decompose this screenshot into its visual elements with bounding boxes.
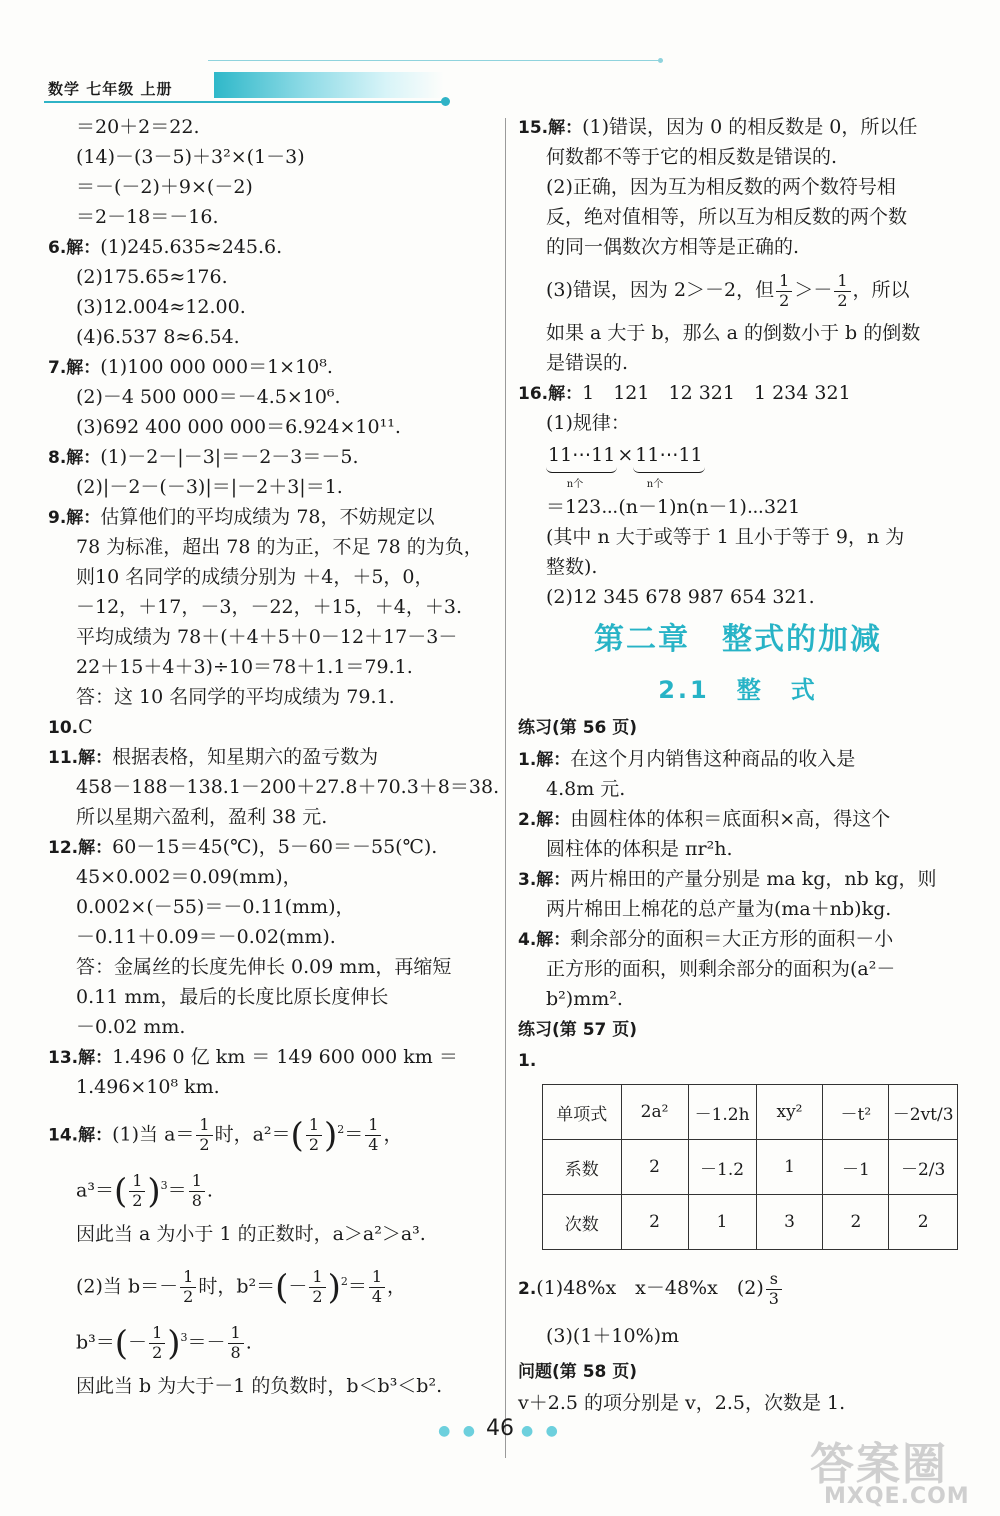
header-title: 数学 七年级 上册: [48, 80, 173, 98]
answer-line: [48, 922, 498, 952]
answer-line: [518, 142, 958, 172]
q14-line-6: 因此当 b 为大于－1 的负数时，b＜b³＜b².: [76, 1375, 443, 1397]
watermark: [810, 1428, 990, 1508]
table-row-header: 次数: [543, 1195, 622, 1250]
answer-line: [48, 322, 498, 352]
table-row-header: 系数: [543, 1140, 622, 1195]
answer-text: 平均成绩为 78＋(＋4＋5＋0－12＋17－3－: [76, 626, 458, 648]
answer-text: 60－15＝45(℃)，5－60＝－55(℃).: [112, 836, 438, 858]
answer-line: [48, 172, 498, 202]
fraction-half: $\frac{1}{2}$: [309, 1268, 325, 1306]
answer-line: [518, 318, 958, 348]
answer-line: [518, 232, 958, 262]
answer-line: [48, 1012, 498, 1042]
answer-text: 458－188－138.1－200＋27.8＋70.3＋8＝38.: [76, 776, 500, 798]
q14-line-2: a³＝( $\frac{1}{2}$ )$^3$＝ $\frac{1}{8}$ .: [76, 1171, 213, 1212]
q2-text: (1)48%x x－48%x (2): [536, 1277, 764, 1299]
answer-line: [518, 202, 958, 232]
answer-line: [518, 804, 958, 834]
page-header: [0, 0, 1000, 110]
fraction-half: $\frac{1}{2}$: [834, 272, 850, 310]
answer-line: [48, 892, 498, 922]
question-label: 12.解：: [48, 838, 113, 858]
answer-text: 0.11 mm，最后的长度比原长度伸长: [76, 986, 389, 1008]
answer-line: [48, 262, 498, 292]
fraction-half: $\frac{1}{2}$: [129, 1172, 145, 1210]
table-cell: 2: [621, 1140, 688, 1195]
question-label: 15.解：: [518, 118, 583, 138]
n-note-a: n个: [566, 479, 584, 490]
answer-text: ＝20＋2＝22.: [76, 116, 200, 138]
table-cell: 2a²: [621, 1085, 688, 1140]
question-label: 9.解：: [48, 508, 101, 528]
answer-text: －0.02 mm.: [76, 1016, 186, 1038]
table-cell: 2: [823, 1195, 889, 1250]
table-cell: 1: [756, 1140, 823, 1195]
answer-text: 剩余部分的面积＝大正方形的面积－小: [570, 928, 894, 950]
answer-line: [48, 622, 498, 652]
q2-label: 2.: [518, 1279, 537, 1299]
answer-line: [48, 382, 498, 412]
header-rule: [44, 101, 444, 103]
n-note-b: n个: [646, 479, 664, 490]
answer-text: (1)－2－|－3|＝－2－3＝－5.: [100, 446, 359, 468]
q16-part2: (2)12 345 678 987 654 321.: [546, 586, 815, 608]
fraction-half: $\frac{1}{2}$: [306, 1116, 322, 1154]
answer-text: －12，＋17，－3，－22，＋15，＋4，＋3.: [76, 596, 463, 618]
answer-line: [48, 682, 498, 712]
answer-line: [518, 348, 958, 378]
column-divider: [505, 118, 506, 1458]
practice-p57-heading: 练习(第 57 页): [518, 1020, 638, 1040]
left-answer-lines: [48, 112, 498, 1102]
problem-p58-heading: 问题(第 58 页): [518, 1362, 638, 1382]
answer-text: 1.496×10⁸ km.: [76, 1076, 220, 1098]
answer-line: [518, 834, 958, 864]
answer-text: (3)692 400 000 000＝6.924×10¹¹.: [76, 416, 401, 438]
fraction-half: $\frac{1}{2}$: [180, 1268, 196, 1306]
answer-text: ＝－(－2)＋9×(－2): [76, 176, 253, 198]
q14-text: ，: [387, 1275, 407, 1298]
answer-line: [48, 232, 498, 262]
answer-line: [48, 982, 498, 1012]
chapter-title: 第二章 整式的加减: [594, 622, 882, 657]
q16-integer: 整数).: [546, 556, 598, 578]
answer-text: 两片棉田的产量分别是 ma kg，nb kg，则: [570, 868, 937, 890]
q14-text: ，: [383, 1123, 403, 1146]
answer-text: (2)－4 500 000＝－4.5×10⁶.: [76, 386, 341, 408]
answer-text: (2)175.65≈176.: [76, 266, 228, 288]
q14-text: .: [206, 1179, 213, 1202]
p57-q2: [518, 1260, 958, 1316]
page-dots-right: ● ●: [521, 1423, 562, 1439]
table-cell: －2vt/3: [889, 1085, 958, 1140]
answer-line: [518, 744, 958, 774]
header-dot: [441, 97, 450, 106]
header-color-band: [214, 72, 444, 98]
answer-line: [48, 832, 498, 862]
q14-text: 时，a²＝: [214, 1123, 291, 1146]
answer-line: [48, 772, 498, 802]
q14-line-1: 14.解：(1)当 a＝ $\frac{1}{2}$ 时，a²＝( $\frac{1}{2}$ )$^2$＝ $\frac{1}{4}$ ，: [48, 1115, 403, 1156]
q14-label: 14.解：: [48, 1125, 113, 1146]
answer-text: 0.002×(－55)＝－0.11(mm)，: [76, 896, 355, 918]
answer-line: [518, 774, 958, 804]
q15-text: (3)错误，因为 2＞－2，但: [546, 279, 775, 301]
answer-text: 所以星期六盈利，盈利 38 元.: [76, 806, 328, 828]
table-cell: －1: [823, 1140, 889, 1195]
page-dots-left: ● ●: [438, 1423, 479, 1439]
answer-text: 4.8m 元.: [546, 778, 626, 800]
ones-string-a: 11⋯11: [546, 438, 617, 473]
answer-text: 的同一偶数次方相等是正确的.: [546, 236, 800, 258]
answer-line: [518, 894, 958, 924]
answer-text: 如果 a 大于 b，那么 a 的倒数小于 b 的倒数: [546, 322, 921, 344]
q16-line-1: [518, 378, 958, 408]
fraction-half: $\frac{1}{2}$: [149, 1324, 165, 1362]
question-label: 8.解：: [48, 448, 101, 468]
q14-line-5: b³＝(－ $\frac{1}{2}$ )$^3$＝－ $\frac{1}{8}$ .: [76, 1323, 252, 1364]
question-label: 4.解：: [518, 930, 571, 950]
answer-line: [48, 712, 498, 742]
answer-line: [48, 562, 498, 592]
answer-line: [48, 352, 498, 382]
fraction-eighth: $\frac{1}{8}$: [189, 1172, 205, 1210]
answer-line: [518, 984, 958, 1014]
answer-text: C: [78, 716, 93, 738]
q14-text: ＝: [344, 1123, 364, 1146]
answer-line: [518, 112, 958, 142]
fraction-quarter: $\frac{1}{4}$: [365, 1116, 381, 1154]
q16-ones-product: [518, 438, 958, 478]
answer-line: [48, 472, 498, 502]
answer-line: [48, 1042, 498, 1072]
left-column: [48, 112, 498, 1406]
table-cell: －2/3: [889, 1140, 958, 1195]
answer-text: (1)245.635≈245.6.: [100, 236, 283, 258]
table-row: [543, 1195, 958, 1250]
q14-text: a³＝: [76, 1179, 114, 1202]
question-15-tail: [518, 318, 958, 378]
question-label: 10.: [48, 718, 79, 738]
question-label: 2.解：: [518, 810, 571, 830]
answer-text: 何数都不等于它的相反数是错误的.: [546, 146, 838, 168]
answer-text: 则10 名同学的成绩分别为 ＋4，＋5，0，: [76, 566, 434, 588]
fraction-s-over-3: $\frac{s}{3}$: [766, 1270, 782, 1308]
answer-text: 答：金属丝的长度先伸长 0.09 mm，再缩短: [76, 956, 452, 978]
monomial-table: [542, 1084, 958, 1250]
page-number-text: 46: [486, 1416, 514, 1441]
q15-line-3: [518, 262, 958, 318]
table-row-header: 单项式: [543, 1085, 622, 1140]
answer-text: (1)100 000 000＝1×10⁸.: [100, 356, 333, 378]
question-label: 1.解：: [518, 750, 571, 770]
table-cell: 1: [688, 1195, 756, 1250]
practice-p56-heading: 练习(第 56 页): [518, 718, 638, 738]
answer-text: 圆柱体的体积是 πr²h.: [546, 838, 733, 860]
header-rule-top: [208, 60, 663, 61]
answer-text: 78 为标准，超出 78 的为正，不足 78 的为负，: [76, 536, 483, 558]
answer-line: [48, 652, 498, 682]
q14-text: (1)当 a＝: [112, 1123, 195, 1146]
table-cell: －1.2: [688, 1140, 756, 1195]
q14-line-3: 因此当 a 为小于 1 的正数时，a＞a²＞a³.: [76, 1223, 426, 1245]
q15-text: ＞－: [794, 279, 833, 301]
q16-sequence: 1 121 12 321 1 234 321: [582, 382, 851, 404]
right-column: [518, 112, 958, 1418]
q16-label: 16.解：: [518, 384, 583, 404]
p58-answer: v＋2.5 的项分别是 v，2.5，次数是 1.: [518, 1392, 846, 1414]
question-label: 11.解：: [48, 748, 113, 768]
fraction-half: $\frac{1}{2}$: [196, 1116, 212, 1154]
answer-line: [518, 924, 958, 954]
q14-text: ＝: [347, 1275, 367, 1298]
q16-rule: (1)规律：: [546, 412, 630, 434]
answer-line: [48, 952, 498, 982]
q14-text: 时，b²＝: [198, 1275, 276, 1298]
answer-line: [518, 172, 958, 202]
answer-line: [48, 412, 498, 442]
watermark-logo: 答案圈: [810, 1439, 948, 1490]
q14-line-4: (2)当 b＝－ $\frac{1}{2}$ 时，b²＝(－ $\frac{1}{2}$ )$^2$＝ $\frac{1}{4}$ ，: [76, 1267, 407, 1308]
q16-where: (其中 n 大于或等于 1 且小于等于 9，n 为: [546, 526, 905, 548]
fraction-quarter: $\frac{1}{4}$: [369, 1268, 385, 1306]
p57-q2-part3: (3)(1＋10%)m: [546, 1325, 680, 1347]
p57-q1-label: 1.: [518, 1051, 537, 1071]
table-cell: 3: [756, 1195, 823, 1250]
question-label: 3.解：: [518, 870, 571, 890]
answer-text: 估算他们的平均成绩为 78，不妨规定以: [100, 506, 435, 528]
table-row: [543, 1085, 958, 1140]
times-sign: ×: [617, 444, 634, 466]
answer-text: (1)错误，因为 0 的相反数是 0，所以任: [582, 116, 918, 138]
answer-text: －0.11＋0.09＝－0.02(mm).: [76, 926, 336, 948]
answer-text: (4)6.537 8≈6.54.: [76, 326, 240, 348]
answer-text: 根据表格，知星期六的盈亏数为: [112, 746, 379, 768]
question-label: 13.解：: [48, 1048, 113, 1068]
answer-text: 两片棉田上棉花的总产量为(ma＋nb)kg.: [546, 898, 892, 920]
answer-line: [48, 1072, 498, 1102]
table-cell: 2: [621, 1195, 688, 1250]
answer-text: 1.496 0 亿 km ＝ 149 600 000 km ＝: [112, 1046, 458, 1068]
answer-line: [518, 954, 958, 984]
question-16: [518, 378, 958, 612]
answer-text: 答：这 10 名同学的平均成绩为 79.1.: [76, 686, 395, 708]
question-label: 6.解：: [48, 238, 101, 258]
answer-text: ＝2－18＝－16.: [76, 206, 219, 228]
fraction-eighth: $\frac{1}{8}$: [228, 1324, 244, 1362]
answer-text: 22＋15＋4＋3)÷10＝78＋1.1＝79.1.: [76, 656, 413, 678]
answer-line: [48, 442, 498, 472]
answer-text: 由圆柱体的体积＝底面积×高，得这个: [570, 808, 891, 830]
answer-line: [48, 802, 498, 832]
watermark-url: MXQE.COM: [824, 1484, 970, 1509]
answer-line: [518, 864, 958, 894]
q16-result: ＝123⋯(n－1)n(n－1)⋯321: [546, 496, 801, 518]
answer-text: b²)mm².: [546, 988, 623, 1010]
answer-line: [48, 502, 498, 532]
answer-text: 是错误的.: [546, 352, 629, 374]
answer-line: [48, 142, 498, 172]
fraction-half: $\frac{1}{2}$: [776, 272, 792, 310]
answer-text: 反，绝对值相等，所以互为相反数的两个数: [546, 206, 908, 228]
answer-text: 在这个月内销售这种商品的收入是: [570, 748, 856, 770]
table-cell: －1.2h: [688, 1085, 756, 1140]
answer-line: [48, 532, 498, 562]
table-cell: xy²: [756, 1085, 823, 1140]
answer-line: [48, 202, 498, 232]
answer-line: [48, 862, 498, 892]
answer-line: [48, 112, 498, 142]
answer-line: [48, 292, 498, 322]
q14-text: b³＝: [76, 1331, 115, 1354]
answer-text: (14)－(3－5)＋3²×(1－3): [76, 146, 305, 168]
section-title: 2.1 整 式: [658, 676, 818, 704]
question-label: 7.解：: [48, 358, 101, 378]
q15-text: ，所以: [852, 279, 910, 301]
answer-text: 45×0.002＝0.09(mm)，: [76, 866, 302, 888]
answer-text: 正方形的面积，则剩余部分的面积为(a²－: [546, 958, 896, 980]
question-15: [518, 112, 958, 262]
answer-text: (3)12.004≈12.00.: [76, 296, 246, 318]
q14-text: (2)当 b＝－: [76, 1275, 179, 1298]
answer-text: (2)正确，因为互为相反数的两个数符号相: [546, 176, 896, 198]
answer-text: (2)|－2－(－3)|＝|－2＋3|＝1.: [76, 476, 343, 498]
table-cell: 2: [889, 1195, 958, 1250]
q16-n-notes: [518, 478, 958, 492]
answer-line: [48, 742, 498, 772]
q14-text: ＝: [167, 1179, 187, 1202]
table-row: [543, 1140, 958, 1195]
q14-text: ＝－: [187, 1331, 226, 1354]
answer-line: [48, 592, 498, 622]
practice-p56-answers: [518, 744, 958, 1014]
header-dot-small: [658, 58, 663, 63]
ones-string-b: 11⋯11: [633, 438, 704, 473]
q14-text: .: [245, 1331, 252, 1354]
table-cell: －t²: [823, 1085, 889, 1140]
question-14: [48, 1102, 498, 1406]
